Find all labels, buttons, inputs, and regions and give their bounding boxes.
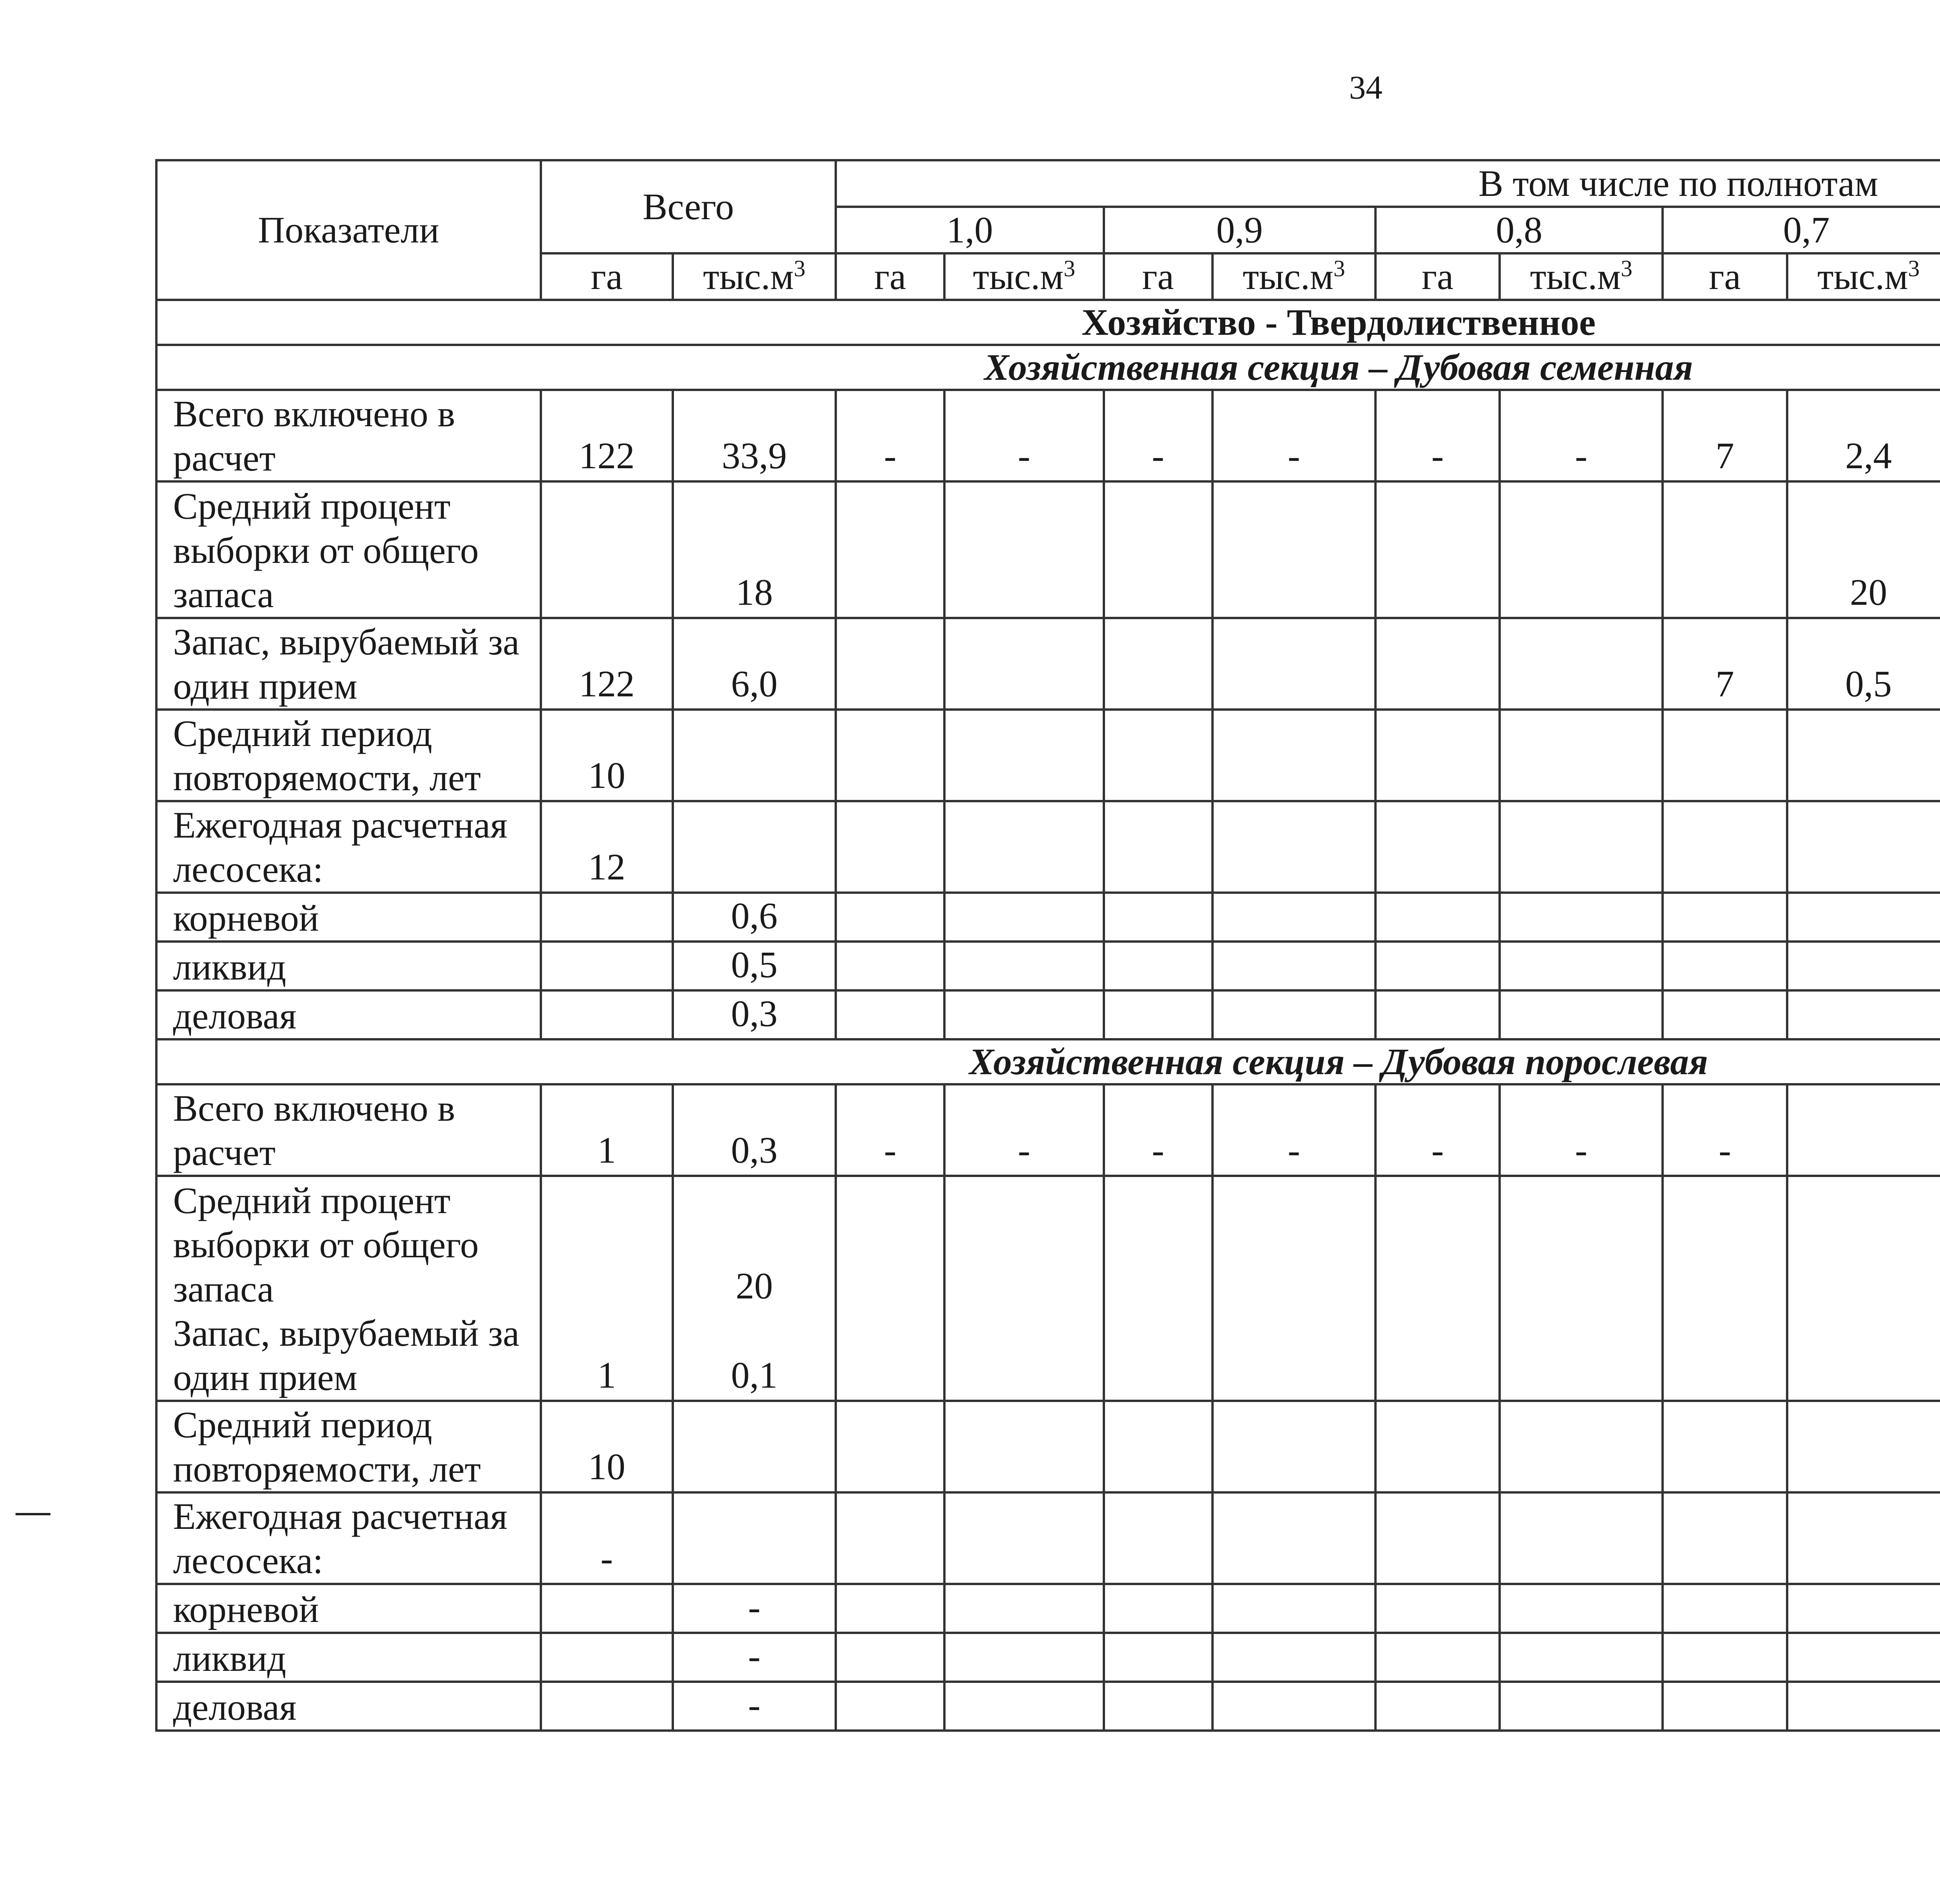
left-margin-mark	[16, 1513, 50, 1515]
unit-volume-text: тыс.м	[1817, 256, 1908, 297]
table-cell	[673, 1492, 836, 1584]
row-label: Средний процент выборки от общего запаса	[156, 481, 541, 618]
table-cell: -	[944, 1084, 1103, 1176]
table-cell: -	[673, 1633, 836, 1682]
table-cell	[541, 1682, 673, 1731]
cell-value	[1112, 1264, 1204, 1308]
table-cell	[1212, 481, 1375, 618]
table-cell: -	[1500, 1084, 1663, 1176]
table-cell	[1375, 1401, 1500, 1492]
table-cell	[944, 1682, 1103, 1731]
table-cell	[1104, 942, 1212, 990]
unit-volume	[1212, 253, 1375, 300]
unit-volume-exponent: 3	[1908, 256, 1920, 281]
table-cell	[1787, 1492, 1940, 1584]
table-cell	[1104, 801, 1212, 893]
table-cell	[1212, 1633, 1375, 1682]
table-cell	[944, 1492, 1103, 1584]
table-cell	[1375, 618, 1500, 710]
cell-value	[1112, 1353, 1204, 1397]
table-cell	[673, 801, 836, 893]
row-label: ликвид	[156, 942, 541, 990]
row-label-line: Запас, вырубаемый за один прием	[173, 1312, 520, 1398]
table-cell: 1	[541, 1084, 673, 1176]
table-cell	[836, 1492, 944, 1584]
unit-volume	[944, 253, 1103, 300]
unit-volume-text: тыс.м	[1242, 256, 1334, 297]
header-density-1: 1,0	[836, 207, 1103, 253]
table-cell	[1104, 1682, 1212, 1731]
table-cell	[836, 481, 944, 618]
table-cell	[1212, 1176, 1375, 1401]
table-cell: 7	[1663, 390, 1787, 481]
table-cell: 12	[541, 801, 673, 893]
table-cell	[836, 893, 944, 942]
row-label: Ежегодная расчетная лесосека:	[156, 801, 541, 893]
table-cell	[1212, 1401, 1375, 1492]
cell-value	[549, 1264, 665, 1308]
table-cell	[1212, 1584, 1375, 1633]
section-title-farm: Хозяйство - Твердолиственное	[156, 300, 1940, 345]
unit-ha: га	[1375, 253, 1500, 300]
unit-ha: га	[541, 253, 673, 300]
table-row	[156, 618, 1940, 710]
table-row	[156, 942, 1940, 990]
table-cell	[1663, 942, 1787, 990]
unit-volume	[1500, 253, 1663, 300]
table-cell: -	[541, 1492, 673, 1584]
section-title-seed: Хозяйственная секция – Дубовая семенная	[156, 345, 1940, 390]
cell-value	[1508, 1264, 1654, 1308]
table-cell	[836, 1176, 944, 1401]
table-cell: 0,6	[673, 893, 836, 942]
table-cell	[1663, 1176, 1787, 1401]
cell-value	[844, 1264, 936, 1308]
table-cell	[944, 893, 1103, 942]
data-table	[155, 159, 1940, 1732]
row-label: Всего включено в расчет	[156, 1084, 541, 1176]
table-cell: 6,0	[673, 618, 836, 710]
table-cell	[1500, 1584, 1663, 1633]
table-row	[156, 893, 1940, 942]
table-cell	[1212, 990, 1375, 1039]
table-cell	[1787, 1084, 1940, 1176]
table-row	[156, 990, 1940, 1039]
table-cell	[1104, 1492, 1212, 1584]
table-cell	[1104, 1401, 1212, 1492]
table-cell	[1104, 1633, 1212, 1682]
table-cell	[1500, 990, 1663, 1039]
table-cell	[1787, 893, 1940, 942]
table-cell	[1212, 893, 1375, 942]
table-cell	[836, 710, 944, 801]
table-cell	[944, 1633, 1103, 1682]
cell-value	[1384, 1264, 1491, 1308]
table-cell: 7	[1663, 618, 1787, 710]
coppice-section-body	[156, 1084, 1940, 1731]
table-cell: -	[1212, 390, 1375, 481]
table-cell	[944, 710, 1103, 801]
header-indicator: Показатели	[156, 160, 541, 300]
table-cell	[1375, 893, 1500, 942]
table-cell	[1787, 1633, 1940, 1682]
unit-volume-text: тыс.м	[703, 256, 794, 297]
table-cell	[1212, 618, 1375, 710]
table-cell: 33,9	[673, 390, 836, 481]
table-cell	[1375, 942, 1500, 990]
unit-volume-exponent: 3	[793, 256, 805, 281]
coppice-section-header	[156, 1039, 1940, 1084]
cell-value	[1671, 1264, 1779, 1308]
table-cell	[1787, 710, 1940, 801]
table-cell: 0,5	[673, 942, 836, 990]
table-cell	[1787, 942, 1940, 990]
row-label: деловая	[156, 1682, 541, 1731]
table-row	[156, 1084, 1940, 1176]
cell-value	[1671, 1353, 1779, 1397]
table-cell	[944, 942, 1103, 990]
table-cell	[1663, 481, 1787, 618]
unit-volume	[673, 253, 836, 300]
table-cell	[541, 942, 673, 990]
table-cell	[1500, 942, 1663, 990]
cell-value: 20	[735, 1265, 773, 1307]
table-row	[156, 1682, 1940, 1731]
table-cell	[1787, 1401, 1940, 1492]
header-total: Всего	[541, 160, 836, 253]
table-row	[156, 390, 1940, 481]
table-cell	[1104, 481, 1212, 618]
unit-volume-exponent: 3	[1064, 256, 1076, 281]
unit-ha: га	[1104, 253, 1212, 300]
table-cell: -	[1104, 1084, 1212, 1176]
row-label: деловая	[156, 990, 541, 1039]
table-cell	[1375, 1633, 1500, 1682]
row-label: Всего включено в расчет	[156, 390, 541, 481]
table-cell	[1104, 710, 1212, 801]
row-label-line: Средний процент выборки от общего запаса	[173, 1180, 479, 1310]
table-cell: -	[836, 390, 944, 481]
table-cell	[1500, 710, 1663, 801]
table-cell	[541, 1176, 673, 1401]
table-cell	[944, 481, 1103, 618]
table-cell: -	[836, 1084, 944, 1176]
table-cell	[944, 1584, 1103, 1633]
table-cell	[1212, 710, 1375, 801]
table-cell: -	[673, 1584, 836, 1633]
table-cell: -	[1500, 390, 1663, 481]
table-cell	[1787, 1584, 1940, 1633]
table-cell	[1212, 801, 1375, 893]
table-cell: 0,3	[673, 990, 836, 1039]
cell-value	[1384, 1353, 1491, 1397]
table-row	[156, 1176, 1940, 1401]
table-cell	[836, 1682, 944, 1731]
table-row	[156, 1492, 1940, 1584]
table-cell: -	[1104, 390, 1212, 481]
cell-value	[1795, 1353, 1940, 1397]
table-body	[156, 300, 1940, 390]
table-cell	[944, 1176, 1103, 1401]
table-cell: 10	[541, 1401, 673, 1492]
cell-value	[1221, 1353, 1367, 1397]
header-density-4: 0,7	[1663, 207, 1940, 253]
table-cell	[944, 801, 1103, 893]
table-cell	[836, 990, 944, 1039]
table-cell	[1663, 1633, 1787, 1682]
unit-volume-exponent: 3	[1333, 256, 1345, 281]
table-cell: 20	[1787, 481, 1940, 618]
table-cell	[1663, 990, 1787, 1039]
table-cell	[836, 1584, 944, 1633]
table-cell	[1500, 1401, 1663, 1492]
cell-value	[844, 1353, 936, 1397]
table-cell	[1375, 710, 1500, 801]
table-cell: -	[944, 390, 1103, 481]
cutting-table	[155, 159, 1940, 1732]
table-cell	[1787, 801, 1940, 893]
table-cell: 122	[541, 390, 673, 481]
table-cell	[541, 990, 673, 1039]
table-cell	[1663, 1492, 1787, 1584]
row-label: Запас, вырубаемый за один прием	[156, 618, 541, 710]
table-cell: 10	[541, 710, 673, 801]
table-cell	[541, 481, 673, 618]
table-cell	[944, 618, 1103, 710]
table-cell	[1500, 1633, 1663, 1682]
row-label: ликвид	[156, 1633, 541, 1682]
table-cell: 0,3	[673, 1084, 836, 1176]
table-row	[156, 710, 1940, 801]
header-density-2: 0,9	[1104, 207, 1375, 253]
table-cell	[673, 1401, 836, 1492]
table-cell	[1104, 1584, 1212, 1633]
cell-value	[953, 1264, 1095, 1308]
cell-value	[1795, 1264, 1940, 1308]
row-label: Ежегодная расчетная лесосека:	[156, 1492, 541, 1584]
table-cell	[1375, 1584, 1500, 1633]
cell-value	[1508, 1353, 1654, 1397]
table-cell	[1375, 1492, 1500, 1584]
row-label: корневой	[156, 893, 541, 942]
table-cell	[1663, 801, 1787, 893]
table-cell: -	[1375, 390, 1500, 481]
unit-volume-exponent: 3	[1621, 256, 1633, 281]
table-cell	[1500, 893, 1663, 942]
table-cell	[1663, 710, 1787, 801]
unit-volume	[1787, 253, 1940, 300]
table-row	[156, 1584, 1940, 1633]
table-row	[156, 1633, 1940, 1682]
table-cell	[836, 618, 944, 710]
table-cell	[541, 1584, 673, 1633]
row-label: Средний период повторяемости, лет	[156, 710, 541, 801]
table-cell	[1787, 1176, 1940, 1401]
row-label: корневой	[156, 1584, 541, 1633]
table-cell	[1500, 1682, 1663, 1731]
table-cell	[1663, 1682, 1787, 1731]
cell-value: 1	[597, 1354, 616, 1396]
table-cell: 18	[673, 481, 836, 618]
table-cell	[1787, 990, 1940, 1039]
table-cell	[1375, 1682, 1500, 1731]
table-cell	[1375, 801, 1500, 893]
table-cell	[836, 1633, 944, 1682]
table-cell: -	[1375, 1084, 1500, 1176]
header-density-3: 0,8	[1375, 207, 1663, 253]
table-cell	[944, 1401, 1103, 1492]
unit-ha: га	[836, 253, 944, 300]
table-cell	[836, 942, 944, 990]
table-cell	[836, 1401, 944, 1492]
table-cell	[1500, 618, 1663, 710]
seed-section-body	[156, 390, 1940, 1039]
table-cell: -	[673, 1682, 836, 1731]
row-label	[156, 1176, 541, 1401]
table-cell	[1104, 893, 1212, 942]
table-cell	[1104, 618, 1212, 710]
table-cell: 0,5	[1787, 618, 1940, 710]
cell-value	[1221, 1264, 1367, 1308]
table-cell	[1500, 1492, 1663, 1584]
table-cell	[944, 990, 1103, 1039]
table-cell	[1375, 990, 1500, 1039]
row-label: Средний период повторяемости, лет	[156, 1401, 541, 1492]
section-title-coppice: Хозяйственная секция – Дубовая порослевая	[156, 1039, 1940, 1084]
table-cell: 2,4	[1787, 390, 1940, 481]
table-cell	[1500, 801, 1663, 893]
table-cell	[1212, 1492, 1375, 1584]
header-by-density: В том числе по полнотам	[836, 160, 1940, 207]
unit-volume-text: тыс.м	[1530, 256, 1621, 297]
table-cell	[541, 893, 673, 942]
table-cell	[836, 801, 944, 893]
table-cell: -	[1212, 1084, 1375, 1176]
table-cell	[1787, 1682, 1940, 1731]
table-cell	[541, 1633, 673, 1682]
table-cell	[1663, 1401, 1787, 1492]
table-row	[156, 801, 1940, 893]
table-row	[156, 481, 1940, 618]
table-cell	[1663, 1584, 1787, 1633]
table-cell	[1500, 481, 1663, 618]
unit-ha: га	[1663, 253, 1787, 300]
cell-value	[953, 1353, 1095, 1397]
table-cell: 122	[541, 618, 673, 710]
table-cell	[1104, 1176, 1212, 1401]
table-cell: -	[1663, 1084, 1787, 1176]
table-cell	[1212, 1682, 1375, 1731]
table-cell	[1375, 481, 1500, 618]
page-number: 34	[1349, 69, 1382, 106]
table-cell	[1104, 990, 1212, 1039]
table-cell	[673, 710, 836, 801]
cell-value: 0,1	[731, 1354, 778, 1396]
table-cell	[673, 1176, 836, 1401]
table-cell	[1663, 893, 1787, 942]
unit-volume-text: тыс.м	[973, 256, 1064, 297]
table-cell	[1375, 1176, 1500, 1401]
table-cell	[1212, 942, 1375, 990]
table-cell	[1500, 1176, 1663, 1401]
table-row	[156, 1401, 1940, 1492]
